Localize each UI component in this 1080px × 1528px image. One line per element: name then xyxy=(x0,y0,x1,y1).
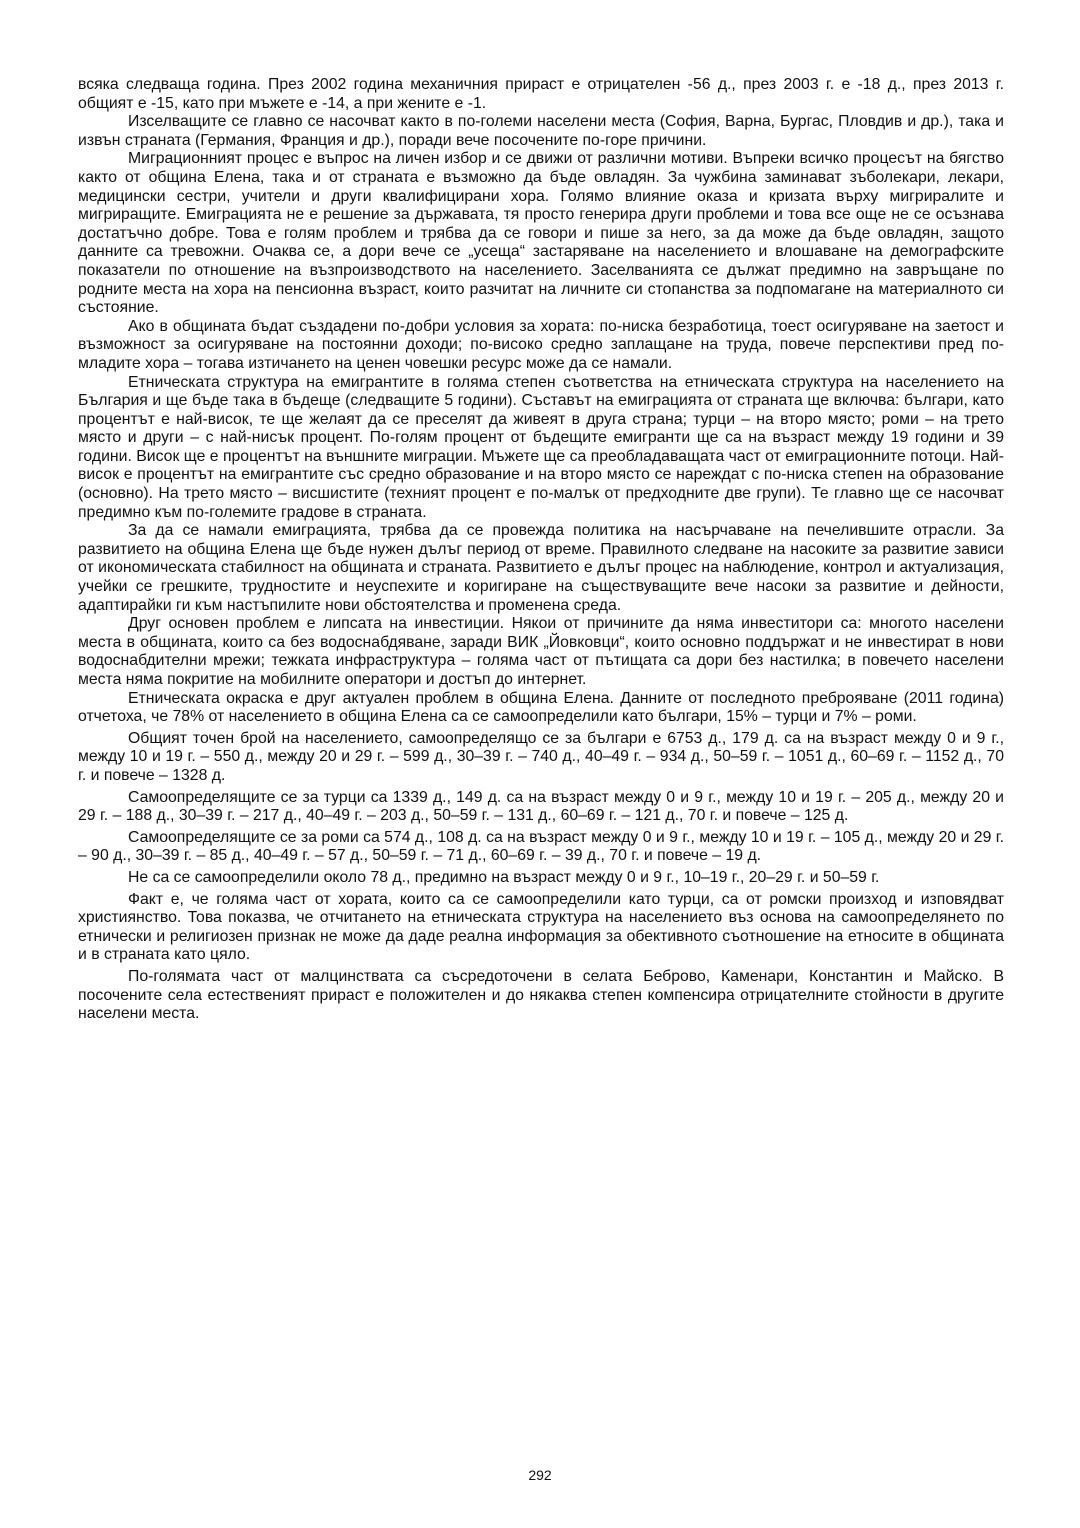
paragraph: Изселващите се главно се насочват както в по-големи населени места (София, Варна, Бургас, Пловдив и др.), така и извън страната (Германия, Франция и др.), поради вече посочените по-горе причини. xyxy=(78,113,1004,149)
paragraph: Друг основен проблем е липсата на инвестиции. Някои от причините да няма инвеститори са: многото населени места в общината, които са без водоснабдяване, заради ВИК „Йовковци“, които основно поддържат и не инвестират в нови водоснабдителни мрежи; тежката инфраструктура – голяма част от пътищата са дори без настилка; в повечето населени места няма покритие на мобилните оператори и достъп до интернет. xyxy=(78,615,1004,688)
paragraph: По-голямата част от малцинствата са съсредоточени в селата Беброво, Каменари, Константин и Майско. В посочените села естественият прираст е положителен и до някаква степен компенсира отрицателните стойности в другите населени места. xyxy=(78,967,1004,1023)
paragraph: Ако в общината бъдат създадени по-добри условия за хората: по-ниска безработица, тоест осигуряване на заетост и възможност за осигуряване на постоянни доходи; по-високо средно заплащане на труда, повече перспективи пред по-младите хора – тогава изтичането на ценен човешки ресурс може да се намали. xyxy=(78,317,1004,372)
paragraph: Миграционният процес е въпрос на личен избор и се движи от различни мотиви. Въпреки всичко процесът на бягство както от община Елена, така и от страната е възможно да бъде овладян. За чужбина заминават зъболекари, лекари, медицински сестри, учители и други квалифицирани хора. Голямо влияние оказа и кризата върху мигриралите и мигриращите. Емиграцията не е решение за държавата, тя просто генерира други проблеми и това все още не се осъзнава достатъчно добре. Това е голям проблем и трябва да се говори и пише за него, за да може да бъде овладян, защото данните са тревожни. Очаква се, а дори вече се „усеща“ застаряване на населението и влошаване на демографските показатели по отношение на възпроизводството на населението. Заселванията се дължат предимно на завръщане по родните места на хора на пенсионна възраст, които разчитат на личните си стопанства за подпомагане на материалното си състояние. xyxy=(78,150,1004,317)
paragraph: Етническата структура на емигрантите в голяма степен съответства на етническата структура на населението на България и ще бъде така в бъдеще (следващите 5 години). Съставът на емиграцията от страната ще включва: българи, като процентът е най-висок, те ще желаят да се преселят да живеят в друга страна; турци – на второ място; роми – на трето място и други – с най-нисък процент. По-голям процент от бъдещите емигранти ще са на възраст между 19 години и 39 години. Висок ще е процентът на външните миграции. Мъжете ще са преобладаващата част от емиграционните потоци. Най-висок е процентът на емигрантите със средно образование и на второ място се нареждат с по-ниска степен на образование (основно). На трето място – висшистите (техният процент е по-малък от предходните две групи). Те главно ще се насочват предимно към по-големите градове в страната. xyxy=(78,373,1004,521)
page-body xyxy=(78,76,1004,1024)
paragraph: Етническата окраска е друг актуален проблем в община Елена. Данните от последното преброяване (2011 година) отчетоха, че 78% от населението в община Елена са се самоопределили като българи, 15% – турци и 7% – роми. xyxy=(78,689,1004,726)
paragraph: всяка следваща година. През 2002 година механичния прираст е отрицателен -56 д., през 2003 г. е -18 д., през 2013 г. общият е -15, като при мъжете е -14, а при жените е -1. xyxy=(78,76,1004,112)
paragraph: Факт е, че голяма част от хората, които са се самоопределили като турци, са от ромски произход и изповядват християнство. Това показва, че отчитането на етническата структура на населението въз основа на самоопределянето по етнически и религиозен признак не може да даде реална информация за обективното съотношение на етносите в общината и в страната като цяло. xyxy=(78,890,1004,964)
paragraph: За да се намали емиграцията, трябва да се провежда политика на насърчаване на печелившите отрасли. За развитието на община Елена ще бъде нужен дълъг период от време. Правилното следване на насоките за развитие зависи от икономическата стабилност на общината и страната. Развитието е дълъг процес на наблюдение, контрол и актуализация, учейки се грешките, трудностите и неуспехите и коригиране на съществуващите вече насоки за развитие и дейности, адаптирайки ги към настъпилите нови обстоятелства и променена среда. xyxy=(78,522,1004,614)
paragraph: Самоопределящите се за турци са 1339 д., 149 д. са на възраст между 0 и 9 г., между 10 и 19 г. – 205 д., между 20 и 29 г. – 188 д., 30–39 г. – 217 д., 40–49 г. – 203 д., 50–59 г. – 131 д., 60–69 г. – 121 д., 70 г. и повече – 125 д. xyxy=(78,788,1004,825)
page-number: 292 xyxy=(528,1467,552,1483)
paragraph: Самоопределящите се за роми са 574 д., 108 д. са на възраст между 0 и 9 г., между 10 и 19 г. – 105 д., между 20 и 29 г. – 90 д., 30–39 г. – 85 д., 40–49 г. – 57 д., 50–59 г. – 71 д., 60–69 г. – 39 д., 70 г. и повече – 19 д. xyxy=(78,828,1004,865)
paragraph: Общият точен брой на населението, самоопределящо се за българи е 6753 д., 179 д. са на възраст между 0 и 9 г., между 10 и 19 г. – 550 д., между 20 и 29 г. – 599 д., 30–39 г. – 740 д., 40–49 г. – 934 д., 50–59 г. – 1051 д., 60–69 г. – 1152 д., 70 г. и повече – 1328 д. xyxy=(78,729,1004,784)
paragraph: Не са се самоопределили около 78 д., предимно на възраст между 0 и 9 г., 10–19 г., 20–29 г. и 50–59 г. xyxy=(128,868,880,886)
